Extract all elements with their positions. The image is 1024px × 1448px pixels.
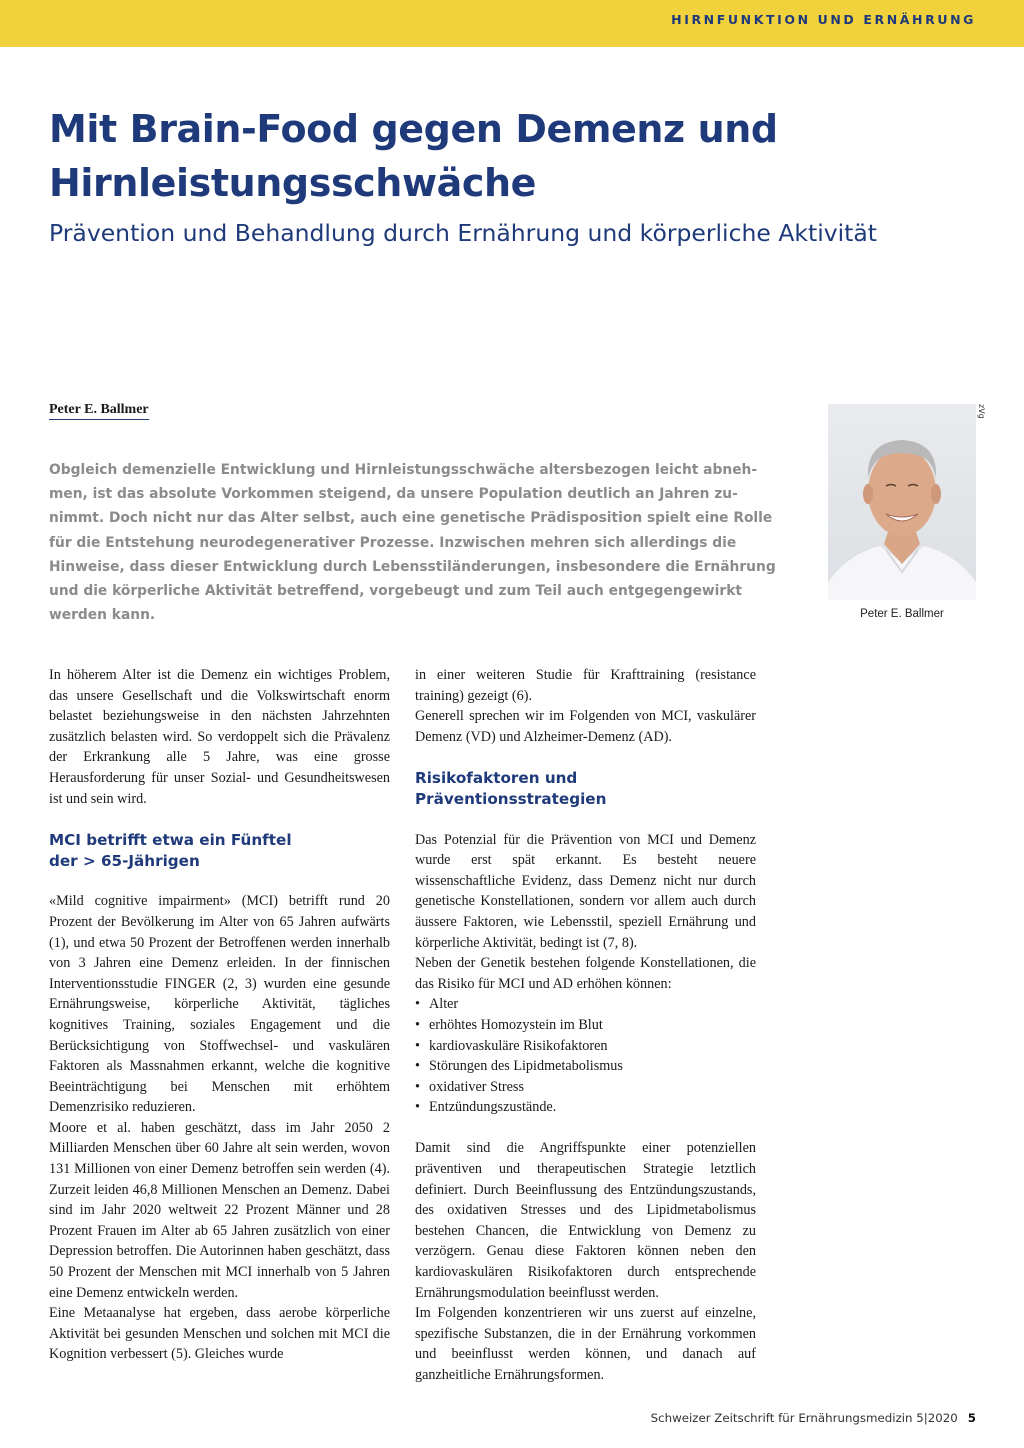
- body-paragraph: in einer weiteren Studie für Krafttraining (resistance training) gezeigt (6).: [415, 667, 756, 704]
- lead-line: für die Entstehung neurodegenerativer Prozesse. Inzwischen mehren sich allerdings die: [49, 534, 737, 551]
- body-paragraph: Das Potenzial für die Prävention von MCI und Demenz wurde erst spät erkannt. Es besteht neuere wissenschaftliche Evidenz, dass Demenz nicht nur durch genetische Konstellationen, sondern vor allem auch durch äussere Faktoren, wie Lebensstil, speziell Ernährung und körperliche Aktivität, bedingt ist (7, 8).: [415, 831, 756, 951]
- section-heading-risk-factors: Risikofaktoren und Präventionsstrategien: [415, 769, 607, 808]
- photo-caption: Peter E. Ballmer: [860, 608, 944, 620]
- list-item: • Störungen des Lipidmetabolismus: [415, 1056, 756, 1077]
- list-item: • oxidativer Stress: [415, 1077, 756, 1098]
- body-paragraph: Generell sprechen wir im Folgenden von MCI, vaskulärer Demenz (VD) und Alzheimer-Demenz (AD).: [415, 708, 756, 745]
- lead-line: Hinweise, dass dieser Entwicklung durch Lebensstiländerungen, insbesondere die Ernährung: [49, 558, 776, 575]
- lead-line: nimmt. Doch nicht nur das Alter selbst, auch eine genetische Prädisposition spielt eine Rolle: [49, 510, 773, 527]
- author-name[interactable]: Peter E. Ballmer: [49, 402, 149, 420]
- lead-paragraph: [49, 458, 776, 627]
- author-photo: [828, 404, 976, 600]
- lead-line: Obgleich demenzielle Entwicklung und Hirnleistungsschwäche altersbezogen leicht abneh-: [49, 462, 758, 478]
- body-paragraph: In höherem Alter ist die Demenz ein wichtiges Problem, das unsere Gesellschaft und die Volkswirtschaft enorm belastet beziehungsweise in den nächsten Jahrzehnten zusätzlich belasten wird. So verdoppelt sich die Prävalenz der Erkrankung alle 5 Jahre, was eine grosse Herausforderung für unser Sozial- und Gesundheitswesen ist und sein wird.: [49, 667, 390, 807]
- article-subtitle: Prävention und Behandlung durch Ernährung und körperliche Aktivität: [49, 219, 878, 247]
- page-number: 5: [967, 1411, 976, 1425]
- body-paragraph: Im Folgenden konzentrieren wir uns zuerst auf einzelne, spezifische Substanzen, die in der Ernährung vorkommen und beeinflusst werden können, und danach auf ganzheitliche Ernährungsformen.: [415, 1305, 756, 1383]
- risk-factor-list: [415, 994, 756, 1118]
- body-column-right: [415, 665, 756, 1386]
- author-portrait-illustration: [828, 404, 976, 600]
- page-footer: [500, 1411, 976, 1425]
- lead-line: werden kann.: [49, 607, 156, 624]
- section-heading-mci: [49, 830, 390, 871]
- list-item: • Alter: [415, 994, 756, 1015]
- body-paragraph: Neben der Genetik bestehen folgende Konstellationen, die das Risiko für MCI und AD erhöhen können:: [415, 955, 756, 992]
- list-item: • erhöhtes Homozystein im Blut: [415, 1015, 756, 1036]
- body-paragraph: «Mild cognitive impairment» (MCI) betrifft rund 20 Prozent der Bevölkerung im Alter von 65 Jahren aufwärts (1), und etwa 50 Prozent der Betroffenen werden innerhalb von 3 Jahren eine Demenz erleiden. In der finnischen Interventionsstudie FINGER (2, 3) wurden eine gesunde Ernährungsweise, körperliche Aktivität, tägliches kognitives Training, soziales Engagement und die Berücksichtigung von Stoffwechsel- und vaskulären Faktoren als Massnahmen erkannt, welche die kognitive Beeinträchtigung bei Menschen mit erhöhtem Demenzrisiko reduzieren.: [49, 893, 390, 1116]
- section-header-bar: [0, 0, 1024, 47]
- heading-line: MCI betrifft etwa ein Fünftel: [49, 831, 292, 850]
- lead-line: und die körperliche Aktivität betreffend, vorgebeugt und zum Teil auch entgegengewirkt: [49, 583, 742, 600]
- article-title: Mit Brain-Food gegen Demenz und Hirnleistungsschwäche: [49, 107, 778, 205]
- photo-credit: zVg: [977, 404, 986, 419]
- lead-line: men, ist das absolute Vorkommen steigend, da unsere Population deutlich an Jahren zu-: [49, 486, 738, 503]
- body-column-left: [49, 665, 390, 1365]
- journal-name: Schweizer Zeitschrift für Ernährungsmedizin 5|2020: [650, 1411, 958, 1425]
- section-label: HIRNFUNKTION UND ERNÄHRUNG: [671, 12, 976, 27]
- list-item: • kardiovaskuläre Risikofaktoren: [415, 1036, 756, 1057]
- body-paragraph: Moore et al. haben geschätzt, dass im Jahr 2050 2 Milliarden Menschen über 60 Jahre alt sein werden, wovon 131 Millionen von einer Demenz betroffen sein werden (4). Zurzeit leiden 46,8 Millionen Menschen an Demenz. Dabei sind im Jahr 2020 weltweit 22 Prozent Männer und 28 Prozent Frauen im Alter ab 65 Jahren zusätzlich von einer Depression betroffen. Die Autorinnen haben geschätzt, dass 50 Prozent der Menschen mit MCI innerhalb von 5 Jahren eine Demenz entwickeln werden.: [49, 1119, 390, 1301]
- body-paragraph: Eine Metaanalyse hat ergeben, dass aerobe körperliche Aktivität bei gesunden Menschen und solchen mit MCI die Kognition verbessert (5). Gleiches wurde: [49, 1305, 390, 1363]
- list-item: • Entzündungszustände.: [415, 1097, 756, 1118]
- heading-line: der > 65-Jährigen: [49, 851, 200, 870]
- body-paragraph: Damit sind die Angriffspunkte einer potenziellen präventiven und therapeutischen Strategie letztlich definiert. Durch Beeinflussung des Entzündungszustands, des oxidativen Stresses und des Lipidmetabolismus bestehen Chancen, die Entwicklung von Demenz zu verzögern. Genau diese Faktoren können neben den kardiovaskulären Risikofaktoren durch entsprechende Ernährungsmodulation beeinflusst werden.: [415, 1140, 756, 1301]
